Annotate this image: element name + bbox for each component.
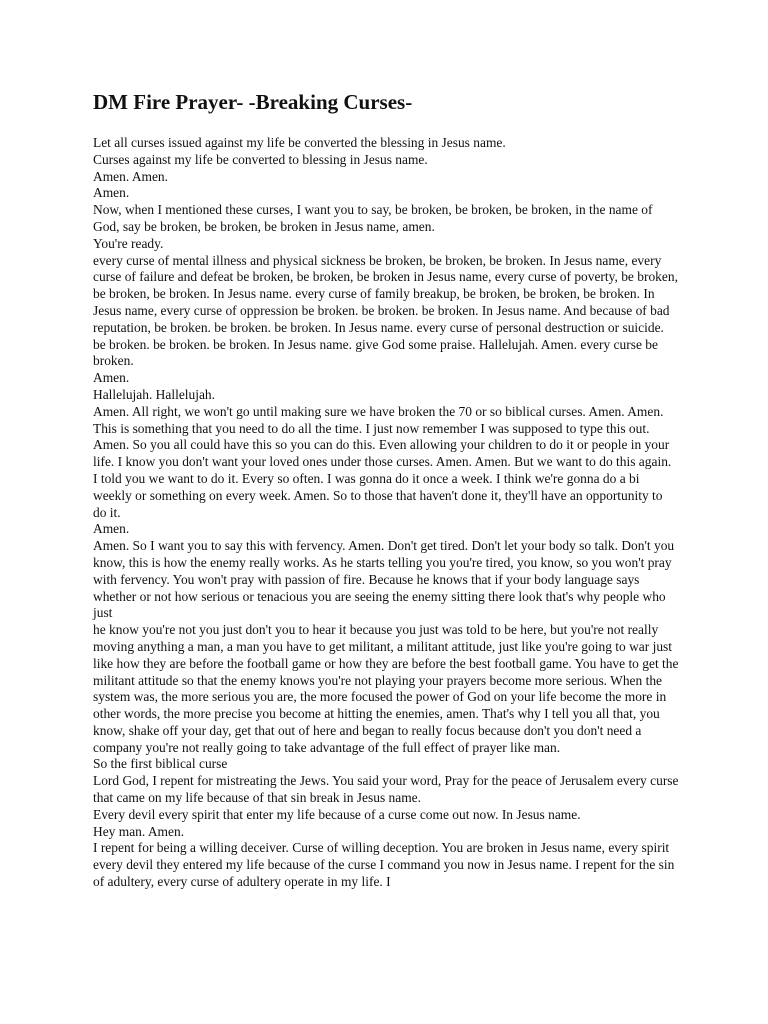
paragraph: Hallelujah. Hallelujah. <box>93 386 216 402</box>
paragraph: Let all curses issued against my life be converted the blessing in Jesus name. <box>93 135 506 150</box>
paragraph: So the first biblical curse <box>93 756 228 772</box>
document-page <box>93 88 679 891</box>
paragraph: Hey man. Amen. <box>93 823 185 839</box>
paragraph: every curse of mental illness and physical sickness be broken, be broken, be broken. In Jesus name, every curse of failure and defeat be broken, be broken, be broken in Jesus name, every curse of poverty, be broken, be broken, be broken. In Jesus name. every curse of family breakup, be broken, be broken, be broken. In Jesus name, every curse of oppression be broken. be broken. be broken. In Jesus name. And because of bad reputation, be broken. be broken. be broken. In Jesus name. every curse of personal destruction or suicide. be broken. be broken. be broken. In Jesus name. give God some praise. Hallelujah. Amen. every curse be broken. <box>93 252 678 369</box>
paragraph: You're ready. <box>93 235 164 251</box>
paragraph: Amen. Amen. <box>93 168 169 184</box>
paragraph: Amen. All right, we won't go until making sure we have broken the 70 or so biblical curses. Amen. Amen. This is something that you need to do all the time. I just now remember I was supposed to type this out. Amen. So you all could have this so you can do this. Even allowing your children to do it or people in your life. I know you don't want your loved ones under those curses. Amen. Amen. But we want to do this again. I told you we want to do it. Every so often. I was gonna do it once a week. I think we're gonna do a bi weekly or something on every week. Amen. So to those that haven't done it, they'll have an opportunity to do it. <box>93 403 672 520</box>
paragraph: Amen. <box>93 521 130 537</box>
paragraph: I repent for being a willing deceiver. Curse of willing deception. You are broken in Jesus name, every spirit every devil they entered my life because of the curse I command you now in Jesus name. I repent for the sin of adultery, every curse of adultery operate in my life. I <box>93 840 675 890</box>
paragraph: Every devil every spirit that enter my life because of a curse come out now. In Jesus name. <box>93 806 581 822</box>
paragraph: Amen. So I want you to say this with fervency. Amen. Don't get tired. Don't let your body so talk. Don't you know, this is how the enemy really works. As he starts telling you you're tired, you know, so you won't pray with fervency. You won't pray with passion of fire. Because he knows that if your body language says whether or not how serious or tenacious you are seeing the enemy sitting there look that's why people who just <box>93 538 675 621</box>
document-body <box>93 135 679 891</box>
paragraph: he know you're not you just don't you to hear it because you just was told to be here, but you're not really moving anything a man, a man you have to get militant, a militant attitude, just like you're going to war just like how they are before the football game or how they are before the best football game. You have to get the militant attitude so that the enemy knows you're not playing your prayers become more serious. When the system was, the more serious you are, the more focused the power of God on your life become the more in other words, the more precise you become at hitting the enemies, amen. That's why I tell you all that, you know, shake off your day, get that out of here and began to really focus because don't you don't need a company you're not really going to take advantage of the full effect of prayer like man. <box>93 622 679 755</box>
document-title: DM Fire Prayer- -Breaking Curses- <box>93 90 413 114</box>
paragraph: Now, when I mentioned these curses, I want you to say, be broken, be broken, be broken, in the name of God, say be broken, be broken, be broken in Jesus name, amen. <box>93 202 653 234</box>
paragraph: Lord God, I repent for mistreating the Jews. You said your word, Pray for the peace of Jerusalem every curse that came on my life because of that sin break in Jesus name. <box>93 773 679 806</box>
paragraph: Amen. <box>93 370 130 386</box>
paragraph: Amen. <box>93 185 130 201</box>
paragraph: Curses against my life be converted to blessing in Jesus name. <box>93 151 428 167</box>
